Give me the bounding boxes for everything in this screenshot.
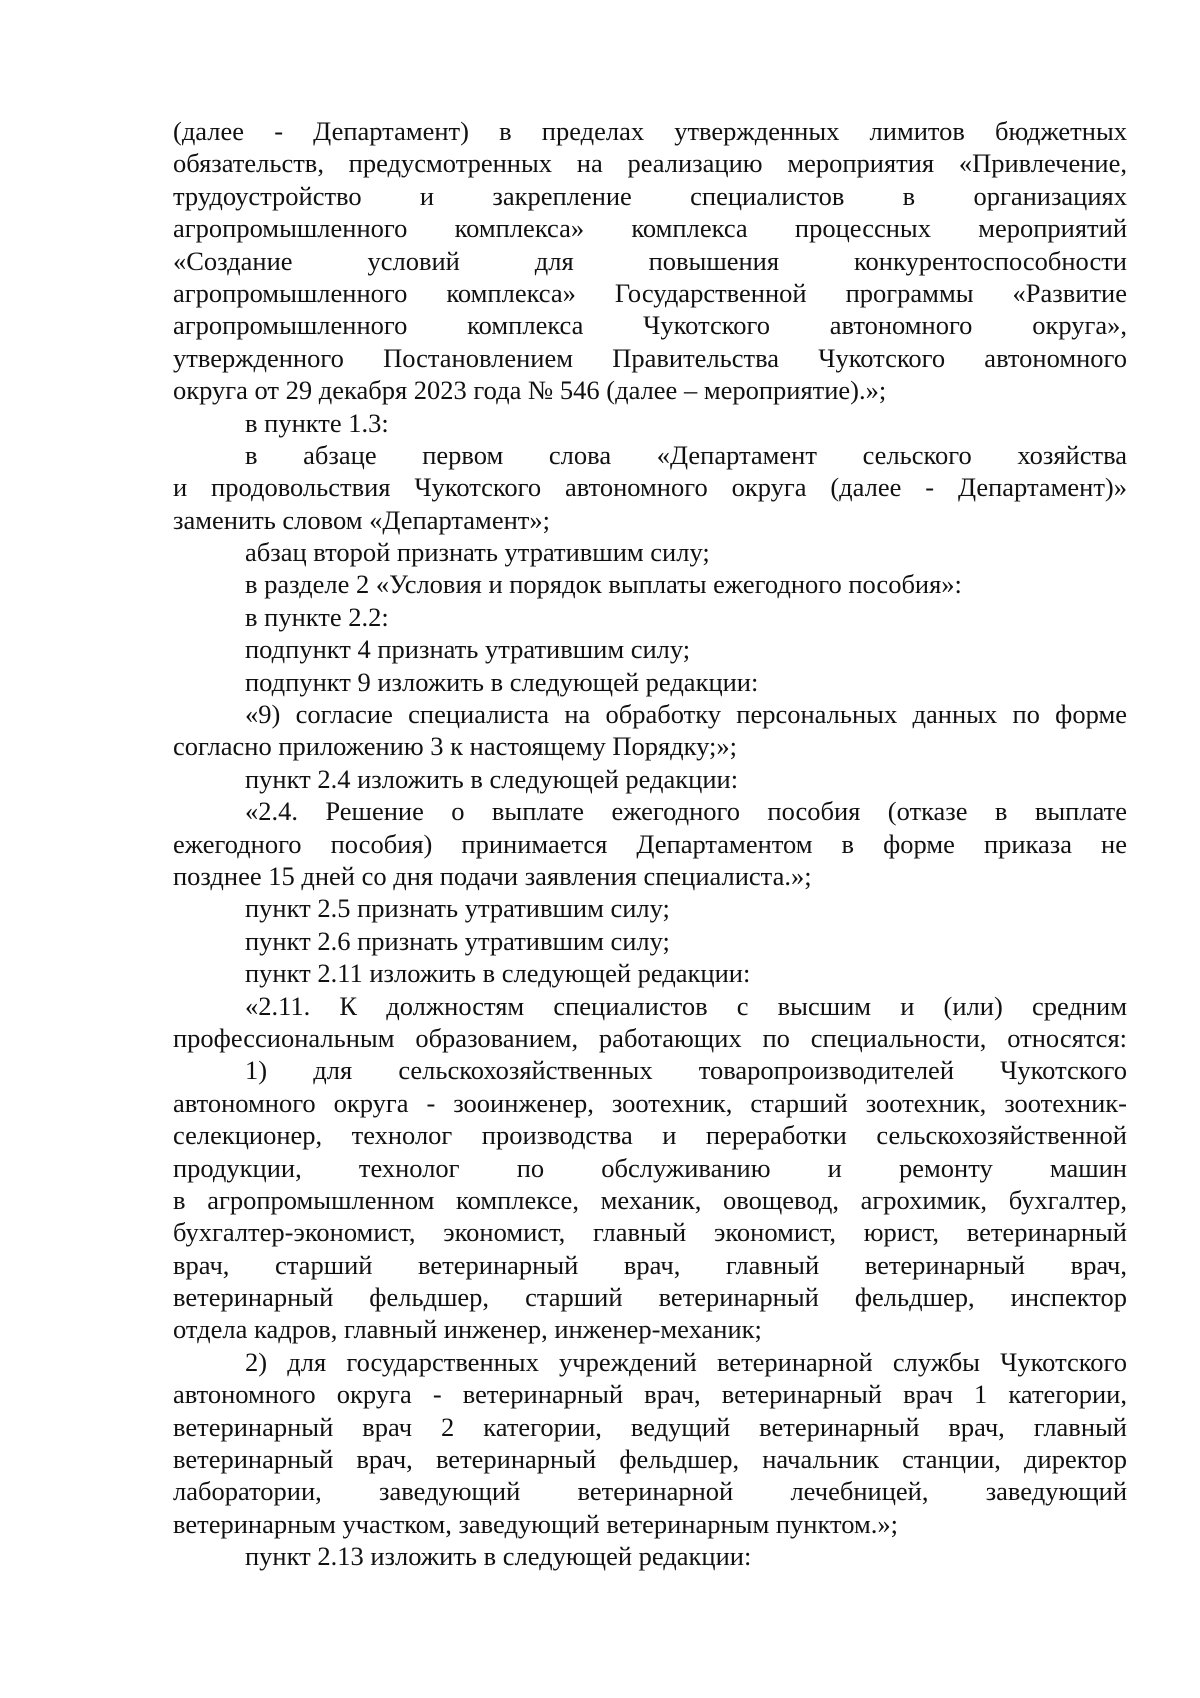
text-line: и продовольствия Чукотского автономного округа (далее - Департамент)» bbox=[173, 472, 1127, 503]
text-line: бухгалтер-экономист, экономист, главный экономист, юрист, ветеринарный bbox=[173, 1217, 1127, 1248]
text-line: ветеринарный врач, ветеринарный фельдшер, начальник станции, директор bbox=[173, 1444, 1127, 1475]
text-line: автономного округа - ветеринарный врач, ветеринарный врач 1 категории, bbox=[173, 1379, 1127, 1410]
text-line: автономного округа - зооинженер, зоотехник, старший зоотехник, зоотехник- bbox=[173, 1087, 1127, 1118]
text-line: округа от 29 декабря 2023 года № 546 (далее – мероприятие).»; bbox=[173, 375, 887, 406]
text-line: в пункте 1.3: bbox=[245, 407, 389, 438]
text-line: трудоустройство и закрепление специалистов в организациях bbox=[173, 180, 1127, 211]
text-line: «Создание условий для повышения конкурентоспособности bbox=[173, 245, 1127, 276]
text-line: врач, старший ветеринарный врач, главный ветеринарный врач, bbox=[173, 1249, 1127, 1280]
text-line: (далее - Департамент) в пределах утвержденных лимитов бюджетных bbox=[173, 116, 1127, 146]
text-line: агропромышленного комплекса Чукотского автономного округа», bbox=[173, 310, 1127, 341]
text-line: пункт 2.13 изложить в следующей редакции: bbox=[245, 1541, 752, 1572]
text-line: в агропромышленном комплексе, механик, овощевод, агрохимик, бухгалтер, bbox=[173, 1184, 1127, 1215]
text-line: «2.11. К должностям специалистов с высшим и (или) средним bbox=[245, 990, 1127, 1021]
text-line: обязательств, предусмотренных на реализацию мероприятия «Привлечение, bbox=[173, 148, 1127, 179]
text-line: ветеринарным участком, заведующий ветеринарным пунктом.»; bbox=[173, 1508, 898, 1539]
text-line: 2) для государственных учреждений ветеринарной службы Чукотского bbox=[245, 1346, 1127, 1377]
text-line: позднее 15 дней со дня подачи заявления специалиста.»; bbox=[173, 860, 812, 891]
text-line: селекционер, технолог производства и переработки сельскохозяйственной bbox=[173, 1120, 1127, 1151]
text-line: ветеринарный фельдшер, старший ветеринарный фельдшер, инспектор bbox=[173, 1282, 1127, 1313]
text-line: согласно приложению 3 к настоящему Порядку;»; bbox=[173, 731, 738, 762]
text-line: пункт 2.4 изложить в следующей редакции: bbox=[245, 763, 739, 794]
text-line: «9) согласие специалиста на обработку персональных данных по форме bbox=[245, 699, 1127, 730]
text-line: абзац второй признать утратившим силу; bbox=[245, 537, 710, 568]
text-line: профессиональным образованием, работающих по специальности, относятся: bbox=[173, 1022, 1127, 1053]
text-line: в пункте 2.2: bbox=[245, 601, 389, 632]
text-line: заменить словом «Департамент»; bbox=[173, 504, 550, 535]
text-line: в абзаце первом слова «Департамент сельского хозяйства bbox=[245, 439, 1127, 470]
text-line: ветеринарный врач 2 категории, ведущий ветеринарный врач, главный bbox=[173, 1411, 1127, 1442]
text-line: агропромышленного комплекса» комплекса процессных мероприятий bbox=[173, 213, 1127, 244]
text-line: утвержденного Постановлением Правительства Чукотского автономного bbox=[173, 342, 1127, 373]
text-line: «2.4. Решение о выплате ежегодного пособия (отказе в выплате bbox=[245, 796, 1127, 827]
text-line: пункт 2.11 изложить в следующей редакции: bbox=[245, 958, 751, 989]
text-line: агропромышленного комплекса» Государственной программы «Развитие bbox=[173, 277, 1127, 308]
text-line: лаборатории, заведующий ветеринарной лечебницей, заведующий bbox=[173, 1476, 1127, 1507]
text-line: пункт 2.5 признать утратившим силу; bbox=[245, 893, 670, 924]
text-line: пункт 2.6 признать утратившим силу; bbox=[245, 925, 670, 956]
text-line: отдела кадров, главный инженер, инженер-механик; bbox=[173, 1314, 762, 1345]
text-line: продукции, технолог по обслуживанию и ремонту машин bbox=[173, 1152, 1127, 1183]
text-line: в разделе 2 «Условия и порядок выплаты ежегодного пособия»: bbox=[245, 569, 962, 600]
text-line: 1) для сельскохозяйственных товаропроизводителей Чукотского bbox=[245, 1055, 1127, 1086]
text-line: ежегодного пособия) принимается Департаментом в форме приказа не bbox=[173, 828, 1127, 859]
text-line: подпункт 4 признать утратившим силу; bbox=[245, 634, 691, 665]
text-line: подпункт 9 изложить в следующей редакции: bbox=[245, 666, 759, 697]
document-body bbox=[173, 115, 1127, 1573]
